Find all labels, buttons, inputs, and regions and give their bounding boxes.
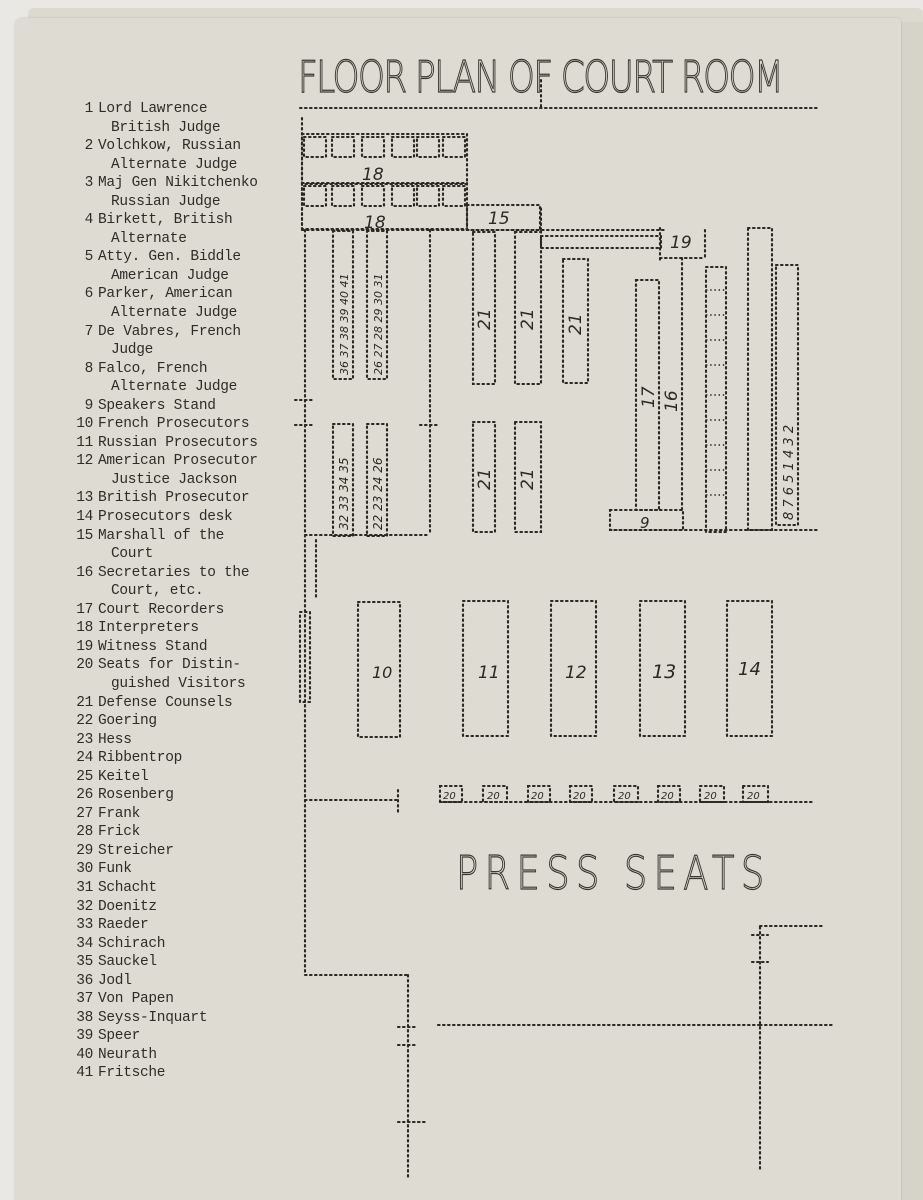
legend-text: Maj Gen Nikitchenko xyxy=(98,175,258,192)
label-13: 13 xyxy=(652,661,677,683)
legend-text: Seats for Distin- xyxy=(98,657,241,674)
legend-number: 12 xyxy=(76,453,93,470)
legend-number: 15 xyxy=(76,527,93,544)
legend-text: Marshall of the xyxy=(98,527,225,544)
label-20-1: 20 xyxy=(443,791,456,802)
legend-number: 40 xyxy=(76,1046,93,1063)
label-dock-front-1: 32 33 34 35 xyxy=(337,457,351,530)
legend-text: Alternate Judge xyxy=(111,305,238,322)
legend-text: Russian Judge xyxy=(111,193,221,210)
legend-text: Falco, French xyxy=(98,360,208,377)
legend-number: 7 xyxy=(84,323,93,340)
legend-number: 9 xyxy=(84,397,93,414)
legend-number: 14 xyxy=(76,509,93,526)
label-11: 11 xyxy=(478,663,500,683)
legend-text: American Prosecutor xyxy=(98,453,258,470)
legend-number: 20 xyxy=(76,657,93,674)
legend-number: 8 xyxy=(84,360,93,377)
legend-text: Birkett, British xyxy=(98,212,233,229)
legend-number: 21 xyxy=(76,694,93,711)
legend-text: Sauckel xyxy=(98,954,157,971)
label-20-4: 20 xyxy=(573,791,586,802)
legend-text: Lord Lawrence xyxy=(98,101,208,117)
legend-text: Court, etc. xyxy=(111,583,204,600)
legend-number: 23 xyxy=(76,731,93,748)
legend-number: 26 xyxy=(76,787,93,804)
judges-bench-back xyxy=(748,228,772,530)
legend-text: Streicher xyxy=(98,842,174,859)
legend-number: 17 xyxy=(76,601,93,618)
legend-number: 3 xyxy=(84,175,93,192)
legend-text: Speakers Stand xyxy=(98,397,216,414)
legend-text: Seyss-Inquart xyxy=(98,1009,208,1026)
legend-text: Frank xyxy=(98,805,141,822)
legend-number: 33 xyxy=(76,917,93,934)
legend-number: 2 xyxy=(84,138,93,155)
legend-number: 35 xyxy=(76,954,93,971)
legend-text: Schirach xyxy=(98,935,166,952)
legend-text: Keitel xyxy=(98,768,149,785)
defense-table-2 xyxy=(515,232,541,384)
label-16: 16 xyxy=(662,390,682,412)
legend-text: Doenitz xyxy=(98,898,157,915)
legend-text: Ribbentrop xyxy=(98,750,183,767)
legend-text: Defense Counsels xyxy=(98,694,233,711)
legend-text: Justice Jackson xyxy=(111,471,238,488)
legend-number: 37 xyxy=(76,991,93,1008)
legend-number: 31 xyxy=(76,879,93,896)
legend-number: 34 xyxy=(76,935,93,952)
legend-text: Russian Prosecutors xyxy=(98,434,258,451)
legend-number: 24 xyxy=(76,750,93,767)
legend-text: British Prosecutor xyxy=(98,490,250,507)
legend-number: 38 xyxy=(76,1009,93,1026)
legend-number: 11 xyxy=(76,434,93,451)
legend-text: Court xyxy=(111,546,154,563)
plan-title: FLOOR PLAN OF COURT ROOM xyxy=(298,52,783,103)
label-21-a: 21 xyxy=(475,308,495,330)
legend-text: Von Papen xyxy=(98,991,174,1008)
legend-number: 6 xyxy=(84,286,93,303)
legend-text: American Judge xyxy=(111,267,229,284)
legend-text: Funk xyxy=(98,861,132,878)
label-10: 10 xyxy=(372,663,393,682)
label-21-d: 21 xyxy=(475,468,495,490)
label-18-bottom: 18 xyxy=(364,213,386,233)
legend-number: 39 xyxy=(76,1028,93,1045)
legend-number: 19 xyxy=(76,638,93,655)
label-20-3: 20 xyxy=(531,791,544,802)
legend-text: Hess xyxy=(98,731,132,748)
legend-number: 13 xyxy=(76,490,93,507)
legend-number: 16 xyxy=(76,564,93,581)
legend-number: 4 xyxy=(84,212,93,229)
label-21-e: 21 xyxy=(518,468,538,490)
press-seats-label: PRESS SEATS xyxy=(456,846,771,900)
legend-text: Prosecutors desk xyxy=(98,509,233,526)
legend-number: 22 xyxy=(76,713,93,730)
label-21-b: 21 xyxy=(518,308,538,330)
label-20-8: 20 xyxy=(747,791,760,802)
legend-number: 32 xyxy=(76,898,93,915)
legend-text: Raeder xyxy=(98,917,149,934)
legend-number: 10 xyxy=(76,416,93,433)
legend-text: Fritsche xyxy=(98,1065,166,1082)
legend-number: 41 xyxy=(76,1065,93,1082)
legend-text: De Vabres, French xyxy=(98,323,241,340)
label-21-c: 21 xyxy=(566,313,586,335)
label-dock-front-2: 22 23 24 26 xyxy=(371,457,385,530)
legend-text: Goering xyxy=(98,713,157,730)
legend-text: Judge xyxy=(111,342,154,359)
label-12: 12 xyxy=(565,663,587,683)
label-17: 17 xyxy=(639,386,659,408)
legend-text: Speer xyxy=(98,1028,141,1045)
legend-text: Alternate Judge xyxy=(111,379,238,396)
label-20-2: 20 xyxy=(487,791,500,802)
legend-text: French Prosecutors xyxy=(98,416,250,433)
legend-text: Rosenberg xyxy=(98,787,174,804)
label-20-6: 20 xyxy=(661,791,674,802)
legend-text: guished Visitors xyxy=(111,675,246,692)
secretaries-column xyxy=(706,267,726,532)
legend-number: 28 xyxy=(76,824,93,841)
legend-number: 29 xyxy=(76,842,93,859)
legend-number: 36 xyxy=(76,972,93,989)
label-18-top: 18 xyxy=(362,165,384,185)
legend-number: 30 xyxy=(76,861,93,878)
legend-text: Volchkow, Russian xyxy=(98,138,241,155)
legend-text: Alternate Judge xyxy=(111,156,238,173)
legend-number: 18 xyxy=(76,620,93,637)
label-dock-back-1: 36 37 38 39 40 41 xyxy=(338,273,351,375)
legend-number: 5 xyxy=(84,249,93,266)
legend-text: Frick xyxy=(98,824,141,841)
legend-text: Alternate xyxy=(111,230,187,247)
legend-text: Secretaries to the xyxy=(98,564,250,581)
label-20-7: 20 xyxy=(704,791,717,802)
legend-text: Witness Stand xyxy=(98,638,208,655)
label-9: 9 xyxy=(640,514,650,532)
label-15: 15 xyxy=(488,209,510,229)
legend-text: Parker, American xyxy=(98,286,233,303)
legend-text: Court Recorders xyxy=(98,601,225,618)
legend-text: Neurath xyxy=(98,1046,157,1063)
legend-number: 1 xyxy=(84,101,93,117)
label-dock-back-2: 26 27 28 29 30 31 xyxy=(372,273,385,375)
label-14: 14 xyxy=(738,659,761,680)
defendants-dock xyxy=(295,230,440,540)
label-19: 19 xyxy=(670,233,692,253)
legend-number: 27 xyxy=(76,805,93,822)
legend-number: 25 xyxy=(76,768,93,785)
legend-text: Atty. Gen. Biddle xyxy=(98,249,241,266)
label-20-5: 20 xyxy=(618,791,631,802)
defense-table-1 xyxy=(473,232,495,384)
legend-text: Jodl xyxy=(98,972,132,989)
legend-text: Schacht xyxy=(98,879,157,896)
legend-text: British Judge xyxy=(111,119,221,136)
label-judges: 8 7 6 5 1 4 3 2 xyxy=(782,424,797,520)
legend-text: Interpreters xyxy=(98,620,199,637)
